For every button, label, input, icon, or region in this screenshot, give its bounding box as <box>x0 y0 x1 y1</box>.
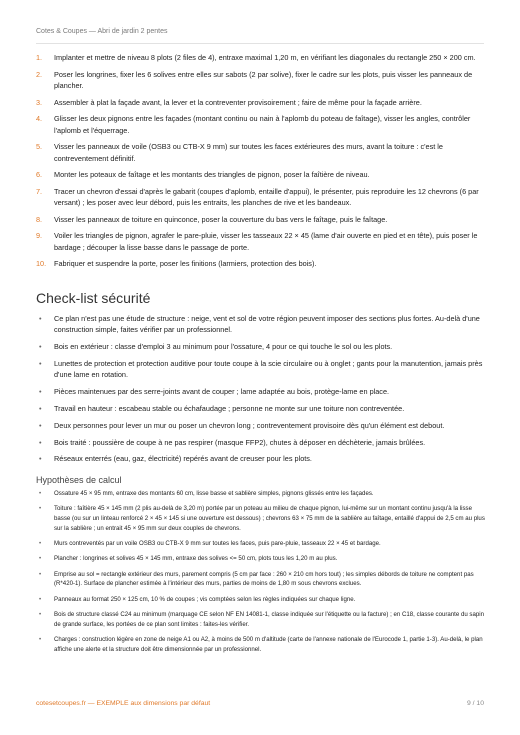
step-text: Glisser les deux pignons entre les façades (montant continu ou nain à l'aplomb du poteau de faîtage), visser les angles, contrôler l'aplomb et l'équerrage. <box>54 114 471 135</box>
hypothesis-item <box>36 570 488 589</box>
bullet-icon: • <box>39 539 42 547</box>
hypothesis-text: Emprise au sol = rectangle extérieur des murs, parement compris (5 cm par face : 260 × 210 cm hors tout) ; les simples débords de toiture ne comptent pas (R*420-1). Surface de plancher estimée à l'intérieur des murs, parties de moins de 1,80 m sous chevrons exclues. <box>54 570 474 588</box>
checklist-item <box>36 403 488 414</box>
checklist-item <box>36 386 488 397</box>
checklist-text: Ce plan n'est pas une étude de structure : neige, vent et sol de votre région peuvent imposer des sections plus fortes. Au-delà d'une construction simple, faites vérifier par un professionnel. <box>54 314 480 335</box>
checklist-item <box>36 453 488 464</box>
step-item <box>36 258 488 269</box>
hypothesis-text: Toiture : faîtière 45 × 145 mm (2 plis au-delà de 3,20 m) portée par un poteau au milieu de chaque pignon, lui-même sur un montant continu jusqu'à la lisse basse (ou sur un linteau renforcé 2 × 45 × 145 si une ouverture est dessous) ; chevrons 63 × 75 mm de la sablière au faîtage, entaillé d'appui de 2,5 cm au plus sur la sablière ; un entrait 45 × 95 mm sur deux couples de chevrons. <box>54 505 485 532</box>
step-number: 1. <box>36 53 43 62</box>
checklist-item <box>36 313 488 336</box>
hypothesis-text: Ossature 45 × 95 mm, entraxe des montants 60 cm, lisse basse et sablière simples, pignons glissés entre les façades. <box>54 490 374 497</box>
step-item <box>36 169 488 180</box>
page-number: 9 / 10 <box>466 700 484 707</box>
hypothesis-item <box>36 595 488 605</box>
step-text: Implanter et mettre de niveau 8 plots (2 files de 4), entraxe maximal 1,20 m, en vérifiant les diagonales du rectangle 250 × 200 cm. <box>54 53 476 62</box>
hypothesis-item <box>36 635 488 654</box>
step-number: 6. <box>36 170 43 180</box>
step-text: Assembler à plat la façade avant, la lever et la contreventer provisoirement ; faire de même pour la façade arrière. <box>54 97 422 107</box>
bullet-icon: • <box>39 359 42 368</box>
hypothesis-text: Charges : construction légère en zone de neige A1 ou A2, à moins de 500 m d'altitude (carte de l'annexe nationale de l'Eurocode 1, partie 1-3). Au-delà, le plan affiche une alerte et la structure doit être dimensionnée par un professionnel. <box>54 636 483 653</box>
step-item <box>36 230 488 253</box>
step-number: 2. <box>36 69 43 79</box>
checklist-item <box>36 420 488 431</box>
hypotheses-heading: Hypothèses de calcul <box>36 475 122 485</box>
step-text: Tracer un chevron d'essai d'après le gabarit (coupes d'aplomb, entaille d'appui), le présenter, puis reproduire les 12 chevrons (6 par versant) ; les poser avec leur débord, puis les entraits, les planches de rive et les bandeaux. <box>54 186 479 208</box>
step-text: Poser les longrines, fixer les 6 solives entre elles sur sabots (2 par solive), fixer le cadre sur les plots, puis visser les panneaux de plancher. <box>54 69 473 90</box>
step-item <box>36 141 488 164</box>
bullet-icon: • <box>39 636 42 644</box>
hypothesis-text: Plancher : longrines et solives 45 × 145 mm, entraxe des solives <= 50 cm, plots tous les 1,20 m au plus. <box>54 555 338 563</box>
step-item <box>36 186 488 209</box>
step-number: 7. <box>36 186 43 196</box>
step-number: 5. <box>36 142 43 152</box>
assembly-steps-list <box>36 52 488 275</box>
bullet-icon: • <box>39 555 42 563</box>
step-text: Fabriquer et suspendre la porte, poser les finitions (larmiers, protection des bois). <box>54 259 317 269</box>
bullet-icon: • <box>39 570 42 578</box>
hypothesis-text: Panneaux au format 250 × 125 cm, 10 % de coupes ; vis comptées selon les règles indiquées sur chaque ligne. <box>54 595 356 603</box>
header-title: Cotes & Coupes — Abri de jardin 2 pentes <box>36 28 168 35</box>
page-header <box>36 28 484 44</box>
step-text: Visser les panneaux de toiture en quinconce, poser la couverture du bas vers le faîtage, puis le faîtage. <box>54 214 388 224</box>
checklist-heading: Check-list sécurité <box>36 290 151 306</box>
bullet-icon: • <box>39 611 42 619</box>
checklist-text: Lunettes de protection et protection auditive pour toute coupe à la scie circulaire ou à onglet ; gants pour la manutention, jamais près d'une lame en rotation. <box>54 359 483 380</box>
checklist-text: Réseaux enterrés (eau, gaz, électricité) repérés avant de creuser pour les plots. <box>54 454 312 464</box>
step-number: 9. <box>36 231 43 241</box>
checklist-item <box>36 341 488 352</box>
bullet-icon: • <box>39 342 42 352</box>
hypothesis-text: Bois de structure classé C24 au minimum (marquage CE selon NF EN 14081-1, classe indiquée sur l'étiquette ou la facture) ; en C18, classe courante du sapin de grande surface, les portées de ce plan sont limites : faites-les vérifier. <box>54 611 484 628</box>
hypothesis-item <box>36 554 488 564</box>
step-number: 10. <box>36 259 47 269</box>
checklist-text: Bois en extérieur : classe d'emploi 3 au minimum pour l'ossature, 4 pour ce qui touche le sol ou les plots. <box>54 342 393 352</box>
hypothesis-item <box>36 489 488 499</box>
checklist-item <box>36 437 488 448</box>
step-item <box>36 97 488 108</box>
checklist-item <box>36 358 488 381</box>
step-text: Voiler les triangles de pignon, agrafer le pare-pluie, visser les tasseaux 22 × 45 (lame d'air ouverte en pied et en tête), puis poser le bardage ; découper la lisse basse dans le passage de porte. <box>54 231 478 252</box>
hypothesis-item <box>36 504 488 533</box>
step-number: 4. <box>36 114 43 124</box>
bullet-icon: • <box>39 387 42 397</box>
step-item <box>36 113 488 136</box>
bullet-icon: • <box>39 404 42 413</box>
step-item <box>36 52 488 63</box>
step-text: Monter les poteaux de faîtage et les montants des triangles de pignon, poser la faîtière de niveau. <box>54 170 370 180</box>
checklist-text: Deux personnes pour lever un mur ou poser un chevron long ; contreventement provisoire dès qu'un élément est debout. <box>54 420 445 430</box>
bullet-icon: • <box>39 505 42 513</box>
checklist-text: Pièces maintenues par des serre-joints avant de couper ; lame adaptée au bois, protège-lame en place. <box>54 387 390 397</box>
bullet-icon: • <box>39 454 42 464</box>
checklist-text: Travail en hauteur : escabeau stable ou échafaudage ; personne ne monte sur une toiture non contreventée. <box>54 404 405 413</box>
step-text: Visser les panneaux de voile (OSB3 ou CTB-X 9 mm) sur toutes les faces extérieures des murs, avant la toiture : c'est le contreventement définitif. <box>54 142 443 163</box>
step-number: 3. <box>36 97 43 107</box>
bullet-icon: • <box>39 595 42 603</box>
bullet-icon: • <box>39 314 42 323</box>
step-number: 8. <box>36 214 43 224</box>
footer-site-link[interactable]: cotesetcoupes.fr — EXEMPLE aux dimensions par défaut <box>36 700 211 707</box>
safety-checklist <box>36 313 488 470</box>
bullet-icon: • <box>39 437 42 447</box>
bullet-icon: • <box>39 490 42 497</box>
page-footer <box>36 700 484 707</box>
hypotheses-list <box>36 489 488 660</box>
hypothesis-text: Murs contreventés par un voile OSB3 ou CTB-X 9 mm sur toutes les faces, puis pare-pluie, tasseaux 22 × 45 et bardage. <box>54 539 381 547</box>
step-item <box>36 214 488 225</box>
hypothesis-item <box>36 610 488 629</box>
bullet-icon: • <box>39 420 42 430</box>
hypothesis-item <box>36 539 488 549</box>
step-item <box>36 69 488 92</box>
checklist-text: Bois traité : poussière de coupe à ne pas respirer (masque FFP2), chutes à déposer en déchèterie, jamais brûlées. <box>54 437 426 447</box>
